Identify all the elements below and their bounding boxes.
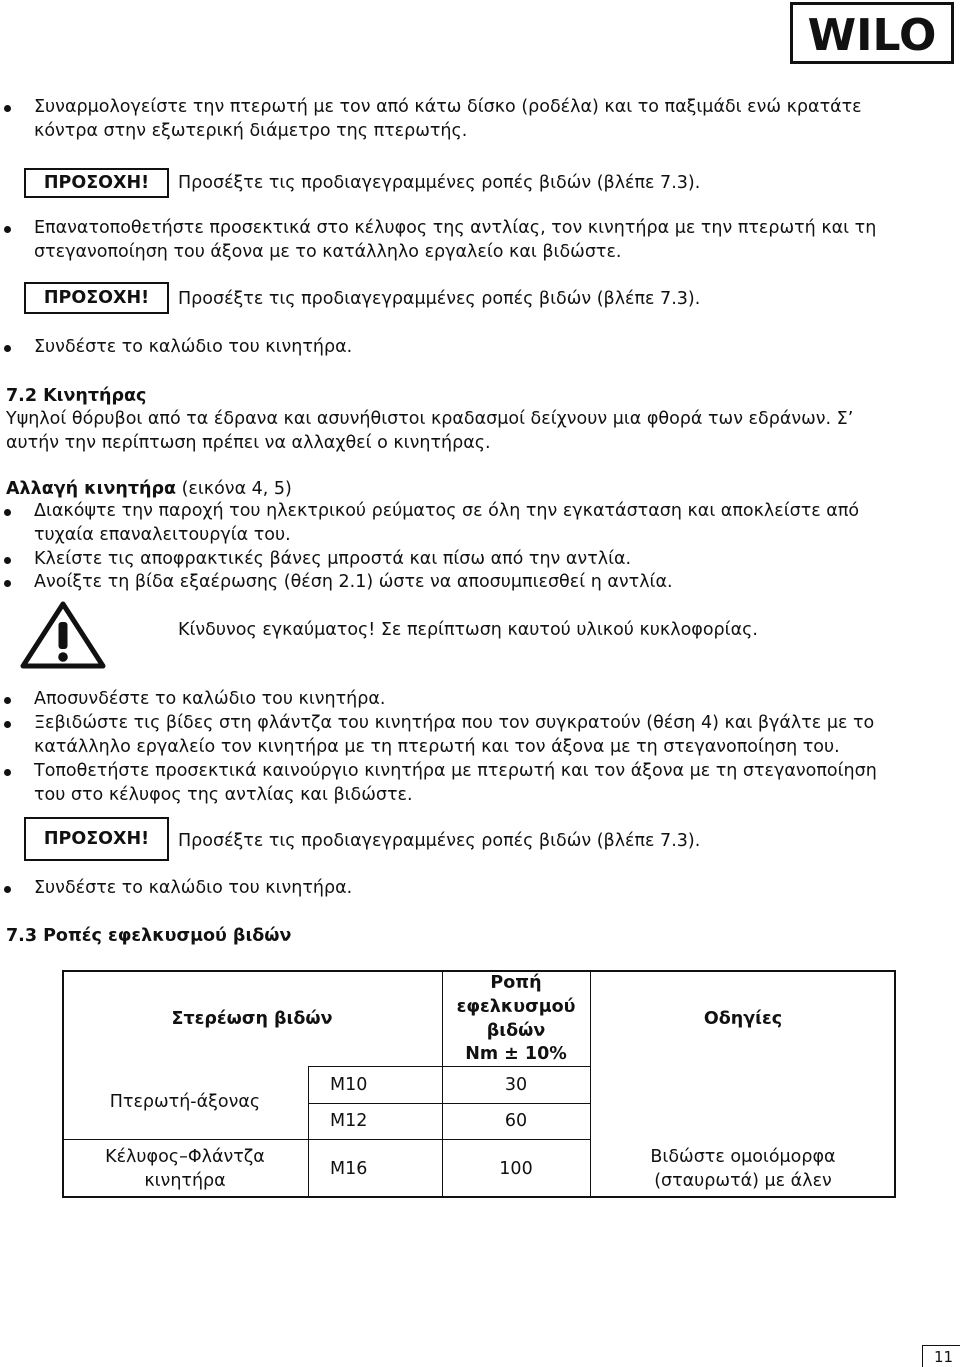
list-item: Συναρμολογείστε την πτερωτή με τον από κάτω δίσκο (ροδέλα) και το παξιμάδι ενώ κρατάτε bbox=[34, 97, 862, 117]
bullet-dot bbox=[4, 580, 11, 587]
table-row-divider bbox=[62, 1139, 590, 1140]
warning-text: Προσέξτε τις προδιαγεγραμμένες ροπές βιδών (βλέπε 7.3). bbox=[178, 831, 701, 851]
table-row-divider bbox=[308, 1103, 590, 1104]
bullet-dot bbox=[4, 769, 11, 776]
list-item-continuation: τυχαία επαναλειτουργία του. bbox=[34, 525, 291, 545]
header-instructions: Οδηγίες bbox=[703, 1009, 783, 1029]
section-heading: 7.2 Κινητήρας bbox=[6, 386, 147, 406]
bullet-dot bbox=[4, 509, 11, 516]
wilo-logo bbox=[790, 2, 954, 64]
subheading-bold: Αλλαγή κινητήρα bbox=[6, 479, 176, 499]
list-item-continuation: στεγανοποίηση του άξονα με το κατάλληλο εργαλείο και βιδώστε. bbox=[34, 242, 622, 262]
list-item: Ανοίξτε τη βίδα εξαέρωσης (θέση 2.1) ώστε να αποσυμπιεσθεί η αντλία. bbox=[34, 572, 673, 592]
list-item-continuation: κόντρα στην εξωτερική διάμετρο της πτερωτής. bbox=[34, 121, 468, 141]
list-item: Τοποθετήστε προσεκτικά καινούργιο κινητήρα με πτερωτή και τον άξονα με τη στεγανοποίηση bbox=[34, 761, 877, 781]
logo-text: WILO bbox=[807, 10, 937, 61]
bullet-dot bbox=[4, 697, 11, 704]
list-item-continuation: κατάλληλο εργαλείο τον κινητήρα με τη πτερωτή και τον άξονα με τη στεγανοποίηση του. bbox=[34, 737, 840, 757]
header-torque-line: Ροπή bbox=[490, 973, 542, 993]
bullet-dot bbox=[4, 557, 11, 564]
page-number: 11 bbox=[934, 1348, 954, 1366]
row-label: Κέλυφος–Φλάντζα bbox=[105, 1147, 265, 1167]
subheading bbox=[6, 478, 292, 502]
list-item: Ξεβιδώστε τις βίδες στη φλάντζα του κινητήρα που τον συγκρατούν (θέση 4) και βγάλτε με το bbox=[34, 713, 875, 733]
warning-label: ΠΡΟΣΟΧΗ! bbox=[24, 817, 169, 861]
warning-label: ΠΡΟΣΟΧΗ! bbox=[24, 282, 169, 314]
instruction-text-continuation: (σταυρωτά) με άλεν bbox=[654, 1171, 832, 1191]
torque-value: 30 bbox=[504, 1075, 528, 1095]
bullet-dot bbox=[4, 721, 11, 728]
bullet-dot bbox=[4, 226, 11, 233]
list-item-continuation: του στο κέλυφος της αντλίας και βιδώστε. bbox=[34, 785, 413, 805]
header-torque-line: βιδών bbox=[486, 1021, 546, 1041]
list-item: Συνδέστε το καλώδιο του κινητήρα. bbox=[34, 878, 353, 898]
instruction-text: Βιδώστε ομοιόμορφα bbox=[650, 1147, 836, 1167]
torque-table bbox=[62, 970, 896, 1198]
paragraph: Υψηλοί θόρυβοι από τα έδρανα και ασυνήθιστοι κραδασμοί δείχνουν μια φθορά των εδράνων. Σ’ bbox=[6, 409, 854, 429]
warning-label: ΠΡΟΣΟΧΗ! bbox=[24, 168, 169, 198]
danger-text: Κίνδυνος εγκαύματος! Σε περίπτωση καυτού υλικού κυκλοφορίας. bbox=[178, 620, 758, 640]
paragraph-continuation: αυτήν την περίπτωση πρέπει να αλλαχθεί ο κινητήρας. bbox=[6, 433, 491, 453]
list-item: Αποσυνδέστε το καλώδιο του κινητήρα. bbox=[34, 689, 386, 709]
header-torque-unit: Nm ± 10% bbox=[465, 1044, 567, 1064]
bullet-dot bbox=[4, 886, 11, 893]
row-label: Πτερωτή-άξονας bbox=[109, 1092, 261, 1112]
list-item: Συνδέστε το καλώδιο του κινητήρα. bbox=[34, 337, 353, 357]
header-fixing: Στερέωση βιδών bbox=[171, 1009, 333, 1029]
table-border-bottom bbox=[62, 1196, 896, 1198]
subheading-rest: (εικόνα 4, 5) bbox=[176, 479, 292, 499]
warning-text: Προσέξτε τις προδιαγεγραμμένες ροπές βιδών (βλέπε 7.3). bbox=[178, 173, 701, 193]
list-item: Διακόψτε την παροχή του ηλεκτρικού ρεύματος σε όλη την εγκατάσταση και αποκλείστε από bbox=[34, 501, 860, 521]
bullet-dot bbox=[4, 345, 11, 352]
hot-surface-warning-icon bbox=[19, 600, 107, 670]
bullet-dot bbox=[4, 105, 11, 112]
warning-text: Προσέξτε τις προδιαγεγραμμένες ροπές βιδών (βλέπε 7.3). bbox=[178, 289, 701, 309]
row-label-continuation: κινητήρα bbox=[144, 1171, 226, 1191]
bolt-size: M12 bbox=[330, 1111, 368, 1131]
list-item: Επανατοποθετήστε προσεκτικά στο κέλυφος της αντλίας, τον κινητήρα με την πτερωτή και τη bbox=[34, 218, 877, 238]
list-item: Κλείστε τις αποφρακτικές βάνες μπροστά και πίσω από την αντλία. bbox=[34, 549, 632, 569]
section-heading: 7.3 Ροπές εφελκυσμού βιδών bbox=[6, 926, 292, 946]
bolt-size: M10 bbox=[330, 1075, 368, 1095]
torque-value: 100 bbox=[499, 1159, 533, 1179]
wilo-logo-graphic bbox=[793, 5, 951, 61]
header-torque-line: εφελκυσμού bbox=[456, 997, 576, 1017]
torque-value: 60 bbox=[504, 1111, 528, 1131]
bolt-size: M16 bbox=[330, 1159, 368, 1179]
table-col-divider bbox=[308, 1066, 309, 1197]
